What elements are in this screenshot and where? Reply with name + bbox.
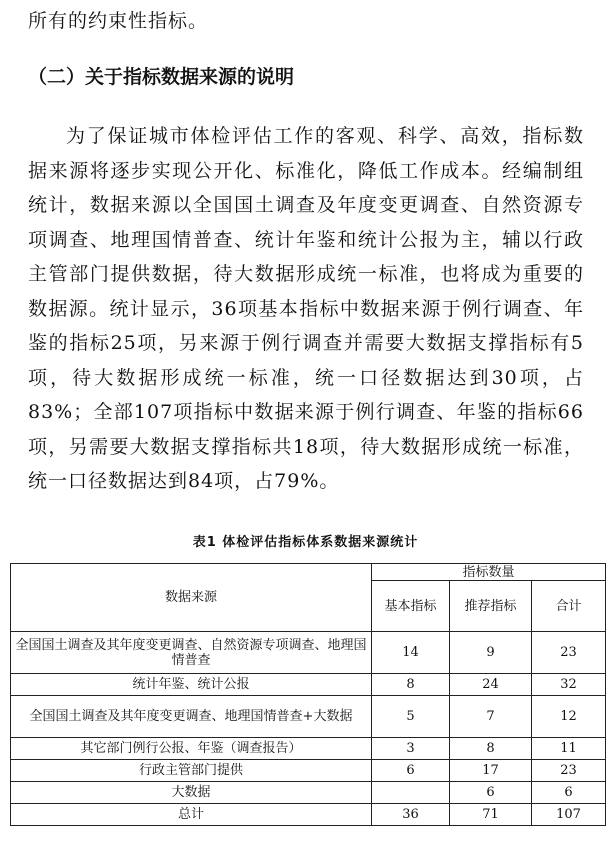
row-basic (372, 782, 450, 804)
row-source: 其它部门例行公报、年鉴（调查报告） (11, 738, 372, 760)
table-caption: 表1 体检评估指标体系数据来源统计 (192, 535, 419, 550)
row-basic: 6 (372, 760, 450, 782)
table-total-row (11, 804, 606, 826)
row-total: 23 (532, 760, 606, 782)
header-indicator-count: 指标数量 (372, 564, 606, 581)
row-recommended: 6 (450, 782, 532, 804)
row-basic: 36 (372, 804, 450, 826)
row-basic: 5 (372, 696, 450, 738)
header-source: 数据来源 (11, 564, 372, 632)
table-row (11, 760, 606, 782)
row-basic: 3 (372, 738, 450, 760)
body-paragraph: 为了保证城市体检评估工作的客观、科学、高效，指标数据来源将逐步实现公开化、标准化，降低工作成本。经编制组统计，数据来源以全国国土调查及年度变更调查、自然资源专项调查、地理国情普查、统计年鉴和统计公报为主，辅以行政主管部门提供数据，待大数据形成统一标准，也将成为重要的数据源。统计显示，36项基本指标中数据来源于例行调查、年鉴的指标25项，另来源于例行调查并需要大数据支撑指标有5项，待大数据形成统一标准，统一口径数据达到30项，占83%；全部107项指标中数据来源于例行调查、年鉴的指标66项，另需要大数据支撑指标共18项，待大数据形成统一标准，统一口径数据达到84项，占79%。 (28, 125, 584, 492)
row-source: 行政主管部门提供 (11, 760, 372, 782)
row-recommended: 7 (450, 696, 532, 738)
row-source: 全国国土调查及其年度变更调查、自然资源专项调查、地理国情普查 (11, 632, 372, 674)
section-heading: （二）关于指标数据来源的说明 (28, 66, 295, 88)
row-total: 32 (532, 674, 606, 696)
table-row (11, 696, 606, 738)
row-source: 全国国土调查及其年度变更调查、地理国情普查+大数据 (11, 696, 372, 738)
row-total: 6 (532, 782, 606, 804)
header-recommended: 推荐指标 (450, 581, 532, 632)
row-recommended: 24 (450, 674, 532, 696)
header-total: 合计 (532, 581, 606, 632)
row-total: 11 (532, 738, 606, 760)
data-source-table (10, 563, 606, 826)
row-source: 总计 (11, 804, 372, 826)
table-row (11, 632, 606, 674)
table-header-row (11, 564, 606, 581)
row-recommended: 8 (450, 738, 532, 760)
row-total: 107 (532, 804, 606, 826)
row-recommended: 71 (450, 804, 532, 826)
header-basic: 基本指标 (372, 581, 450, 632)
row-source: 大数据 (11, 782, 372, 804)
intro-line: 所有的约束性指标。 (28, 10, 209, 32)
row-source: 统计年鉴、统计公报 (11, 674, 372, 696)
table-row (11, 738, 606, 760)
row-recommended: 9 (450, 632, 532, 674)
row-basic: 8 (372, 674, 450, 696)
table-row (11, 674, 606, 696)
row-total: 23 (532, 632, 606, 674)
table-row (11, 782, 606, 804)
row-basic: 14 (372, 632, 450, 674)
row-total: 12 (532, 696, 606, 738)
row-recommended: 17 (450, 760, 532, 782)
